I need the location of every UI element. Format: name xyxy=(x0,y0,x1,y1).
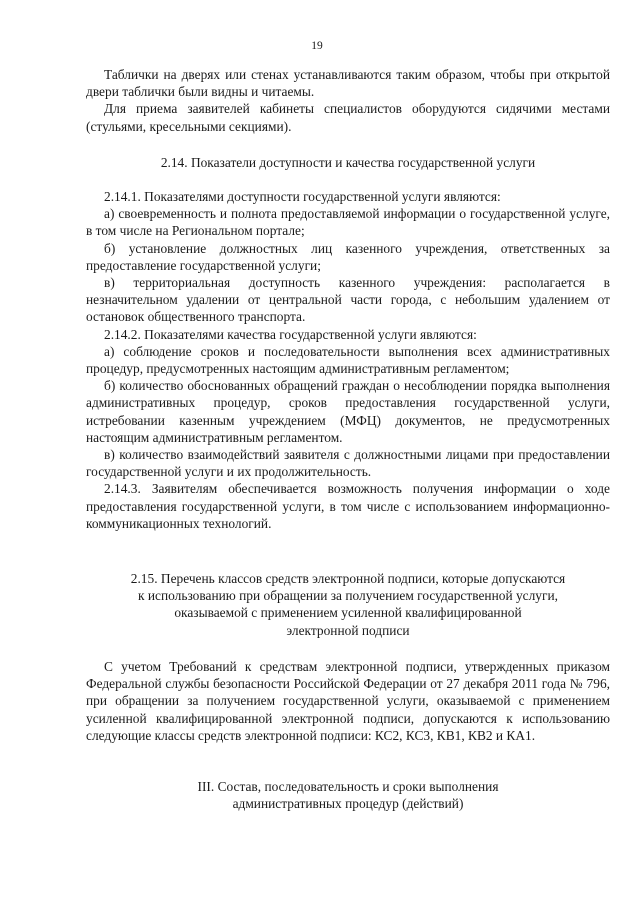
paragraph: 2.14.2. Показателями качества государственной услуги являются: xyxy=(104,326,477,342)
heading-line: оказываемой с применением усиленной квалифицированной xyxy=(174,605,522,621)
paragraph: Таблички на дверях или стенах устанавливаются таким образом, чтобы при открытой двери таблички были видны и читаемы. xyxy=(86,67,610,100)
paragraph: С учетом Требований к средствам электронной подписи, утвержденных приказом Федеральной службы безопасности Российской Федерации от 27 декабря 2011 года № 796, при обращении за получением государственной услуги, оказываемой с применением усиленной квалифицированной электронной подписи, допускаются к использованию следующие классы средств электронной подписи: КС2, КС3, КВ1, КВ2 и КА1. xyxy=(86,659,610,743)
heading-line: III. Состав, последовательность и сроки выполнения xyxy=(197,779,499,794)
heading-line: электронной подписи xyxy=(286,622,410,638)
paragraph: Для приема заявителей кабинеты специалистов оборудуются сидячими местами (стульями, кресельными секциями). xyxy=(86,101,610,134)
section-heading-2-14: 2.14. Показатели доступности и качества государственной услуги xyxy=(160,155,536,170)
paragraph: а) своевременность и полнота предоставляемой информации о государственной услуге, в том числе на Региональном портале; xyxy=(86,206,610,239)
paragraph: а) соблюдение сроков и последовательности выполнения всех административных процедур, предусмотренных настоящим административным регламентом; xyxy=(86,343,610,377)
paragraph: в) количество взаимодействий заявителя с должностными лицами при предоставлении государственной услуги и их продолжительность. xyxy=(86,447,610,480)
page-number: 19 xyxy=(311,40,323,52)
section-heading-III xyxy=(86,778,610,812)
section-2-14-text xyxy=(86,188,610,532)
section-2-15-text xyxy=(86,658,610,744)
heading-line: к использованию при обращении за получением государственной услуги, xyxy=(138,588,558,604)
section-heading-2-15 xyxy=(86,570,610,639)
paragraph: 2.14.1. Показателями доступности государственной услуги являются: xyxy=(104,189,501,204)
paragraph: б) количество обоснованных обращений граждан о несоблюдении порядка выполнения административных процедур, сроков предоставления государственной услуги, истребовании казенным учреждением (МФЦ) документов, не предусмотренных настоящим административным регламентом. xyxy=(86,378,610,445)
paragraph: б) установление должностных лиц казенного учреждения, ответственных за предоставление государственной услуги; xyxy=(86,240,610,273)
heading-line: административных процедур (действий) xyxy=(232,796,464,812)
paragraph: в) территориальная доступность казенного учреждения: располагается в незначительном удалении от центральной части города, с небольшим удалением от остановок общественного транспорта. xyxy=(86,275,610,325)
paragraph: 2.14.3. Заявителям обеспечивается возможность получения информации о ходе предоставления государственной услуги, в том числе с использованием информационно-коммуникационных технологий. xyxy=(86,481,610,531)
intro-text xyxy=(86,66,610,135)
heading-line: 2.15. Перечень классов средств электронной подписи, которые допускаются xyxy=(130,571,566,586)
